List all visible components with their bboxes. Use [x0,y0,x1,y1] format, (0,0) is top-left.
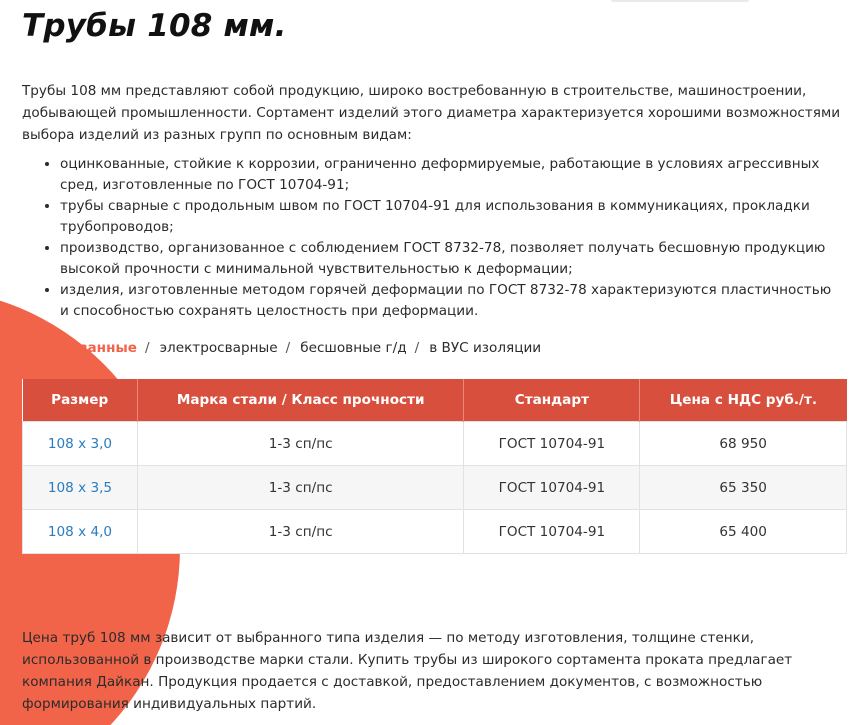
price-cell: 65 350 [640,466,847,510]
outro-paragraph: Цена труб 108 мм зависит от выбранного типа изделия — по методу изготовления, толщине стенки, использованной в производстве марки стали. Купить трубы из широкого сортамента проката предлагает компания Дайкан. Продукция продается с доставкой, предоставлением документов, с возможностью формирования индивидуальных партий. [22,630,793,712]
table-row [23,466,847,510]
filter-separator: / [144,340,150,356]
price-cell: 65 400 [640,510,847,554]
column-header-size: Размер [23,379,138,422]
size-link[interactable]: 108 x 3,0 [23,422,138,466]
column-header-price: Цена с НДС руб./т. [640,379,847,422]
column-header-standard: Стандарт [464,379,640,422]
list-item: • изделия, изготовленные методом горячей деформации по ГОСТ 8732-78 характеризуются пластичностью и способностью сохранять целостность при деформации. [60,280,842,322]
price-cell: 68 950 [640,422,847,466]
table-header-row [23,379,847,422]
steel-grade-cell: 1-3 сп/пс [137,422,464,466]
list-item: • трубы сварные с продольным швом по ГОСТ 10704-91 для использования в коммуникациях, прокладки трубопроводов; [60,196,842,238]
standard-cell: ГОСТ 10704-91 [464,422,640,466]
filter-seamless[interactable]: бесшовные г/д [300,340,407,356]
steel-grade-cell: 1-3 сп/пс [137,466,464,510]
steel-grade-cell: 1-3 сп/пс [137,510,464,554]
filter-electrowelded[interactable]: электросварные [159,340,278,356]
top-shadow [610,0,750,2]
price-table [22,379,847,554]
filter-separator: / [414,340,420,356]
standard-cell: ГОСТ 10704-91 [464,466,640,510]
column-header-steel-grade: Марка стали / Класс прочности [137,379,464,422]
filter-galvanized[interactable]: оцинкованные [22,340,137,356]
size-link[interactable]: 108 x 4,0 [23,510,138,554]
size-link[interactable]: 108 x 3,5 [23,466,138,510]
standard-cell: ГОСТ 10704-91 [464,510,640,554]
product-type-filter [22,340,541,356]
intro-paragraph: Трубы 108 мм представляют собой продукцию, широко востребованную в строительстве, машиностроении, добывающей промышленности. Сортамент изделий этого диаметра характеризуется хорошими возможностями выбора изделий из разных групп по основным видам: [22,83,841,143]
table-row [23,510,847,554]
filter-vus-insulation[interactable]: в ВУС изоляции [429,340,542,356]
table-row [23,422,847,466]
feature-list [22,154,842,322]
list-item: • оцинкованные, стойкие к коррозии, ограниченно деформируемые, работающие в условиях агрессивных сред, изготовленные по ГОСТ 10704-91; [60,154,842,196]
filter-separator: / [285,340,291,356]
page-title: Трубы 108 мм. [22,8,287,44]
list-item: • производство, организованное с соблюдением ГОСТ 8732-78, позволяет получать бесшовную продукцию высокой прочности с минимальной чувствительностью к деформации; [60,238,842,280]
